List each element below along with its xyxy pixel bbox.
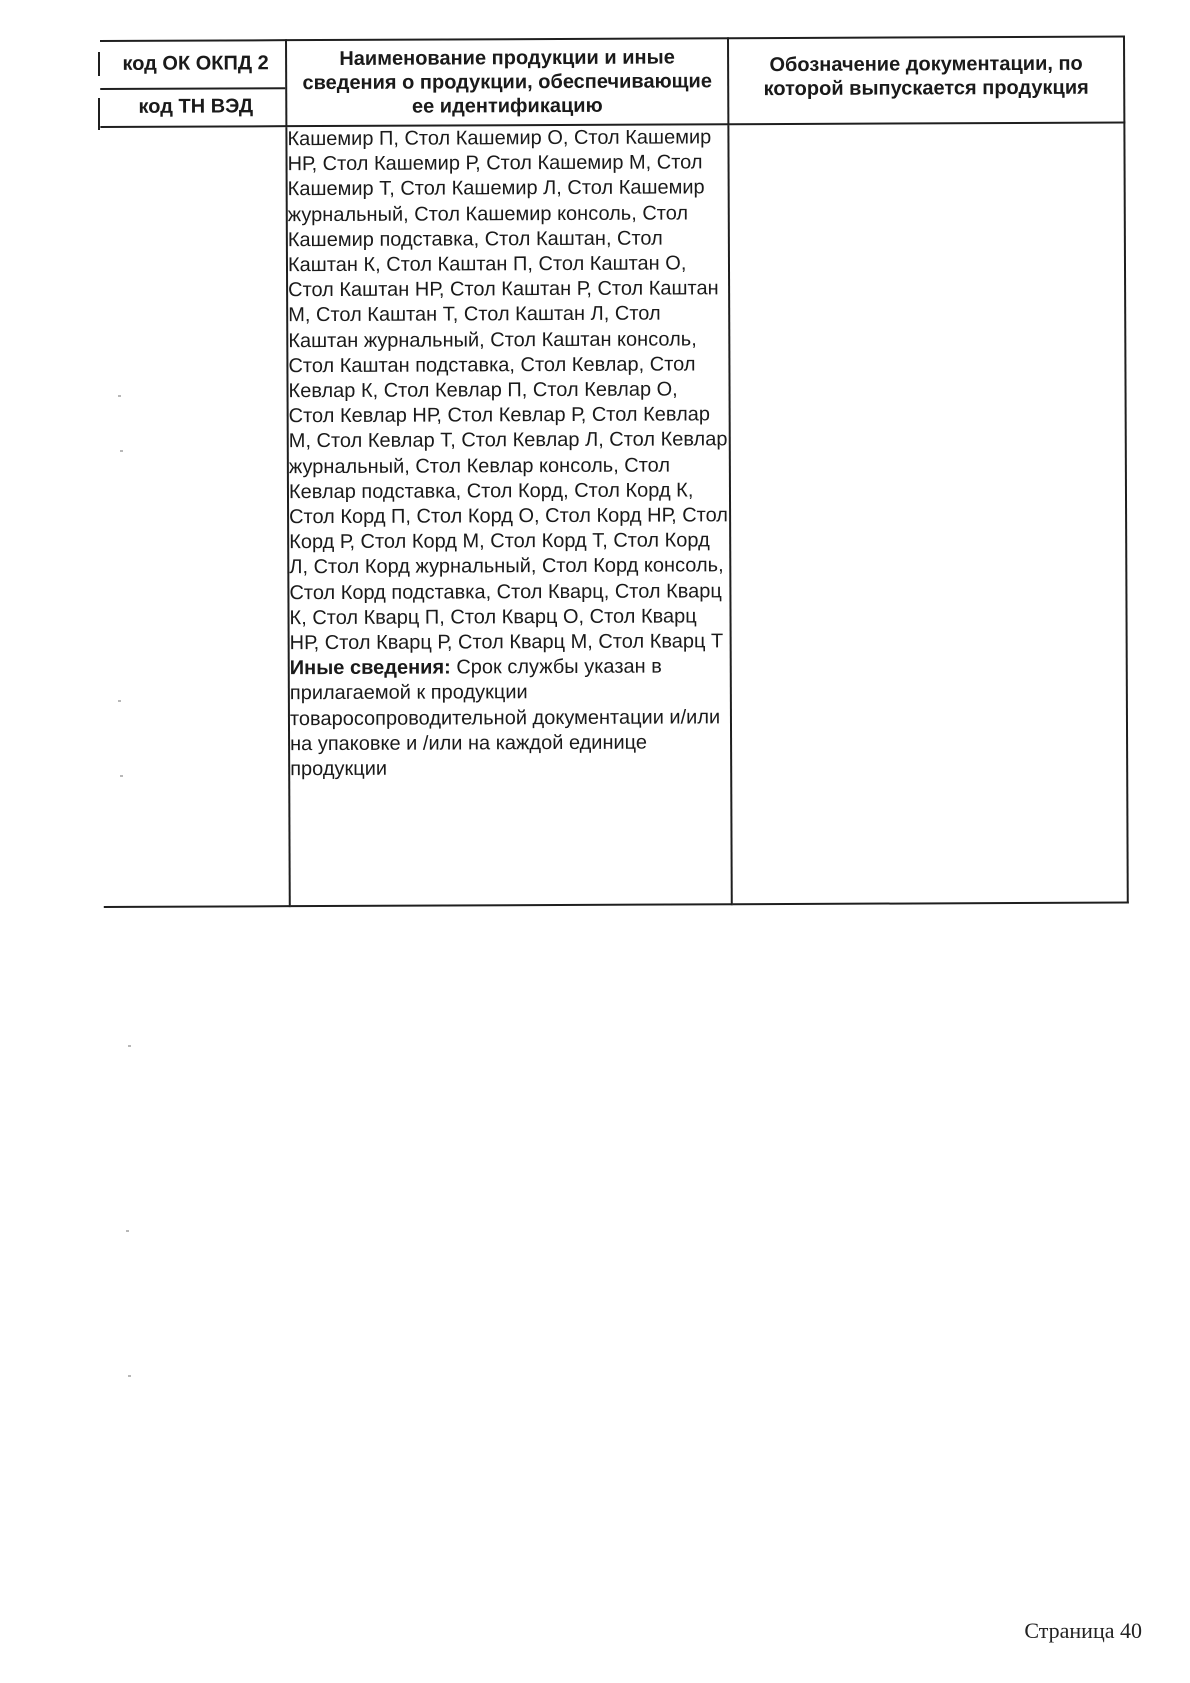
- scan-speck: [118, 395, 121, 397]
- header-product-name: Наименование продукции и иные сведения о продукции, обеспечивающие ее идентификацию: [302, 46, 712, 118]
- product-description-cell: [286, 124, 731, 906]
- certificate-table: [100, 36, 1129, 908]
- header-documentation-cell: [728, 37, 1124, 125]
- scan-speck: [128, 1375, 131, 1377]
- scan-speck: [120, 450, 123, 452]
- scan-edge-mark: [98, 52, 100, 76]
- documentation-cell: [728, 123, 1127, 905]
- product-list: Кашемир П, Стол Кашемир О, Стол Кашемир НР, Стол Кашемир Р, Стол Кашемир М, Стол Кашемир Т, Стол Кашемир Л, Стол Кашемир журнальный, Стол Кашемир консоль, Стол Кашемир подставка, Стол Каштан, Стол Каштан К, Стол Каштан П, Стол Каштан О, Стол Каштан НР, Стол Каштан Р, Стол Каштан М, Стол Каштан Т, Стол Каштан Л, Стол Каштан журнальный, Стол Каштан консоль, Стол Каштан подставка, Стол Кевлар, Стол Кевлар К, Стол Кевлар П, Стол Кевлар О, Стол Кевлар НР, Стол Кевлар Р, Стол Кевлар М, Стол Кевлар Т, Стол Кевлар Л, Стол Кевлар журнальный, Стол Кевлар консоль, Стол Кевлар подставка, Стол Корд, Стол Корд К, Стол Корд П, Стол Корд О, Стол Корд НР, Стол Корд Р, Стол Корд М, Стол Корд Т, Стол Корд Л, Стол Корд журнальный, Стол Корд консоль, Стол Корд подставка, Стол Кварц, Стол Кварц К, Стол Кварц П, Стол Кварц О, Стол Кварц НР, Стол Кварц Р, Стол Кварц М, Стол Кварц Т: [287, 126, 729, 655]
- header-code-tnved: код ТН ВЭД: [100, 87, 285, 126]
- header-code-cell: [100, 40, 286, 127]
- scan-speck: [118, 700, 121, 702]
- other-info-text: Срок службы указан в прилагаемой к продукции товаросопроводительной документации и/или на упаковке и /или на каждой единице продукции: [289, 655, 721, 781]
- scan-speck: [120, 775, 123, 777]
- scan-edge-mark: [98, 98, 100, 130]
- code-cell: [100, 126, 289, 907]
- header-product-name-cell: [286, 38, 728, 126]
- header-code-okpd: код ОК ОКПД 2: [122, 52, 269, 75]
- header-documentation: Обозначение документации, по которой выпускается продукция: [763, 52, 1089, 101]
- other-info-label: Иные сведения:: [289, 656, 451, 680]
- page-number: Страница 40: [1024, 1618, 1142, 1643]
- scan-speck: [128, 1045, 131, 1047]
- scan-speck: [126, 1230, 129, 1232]
